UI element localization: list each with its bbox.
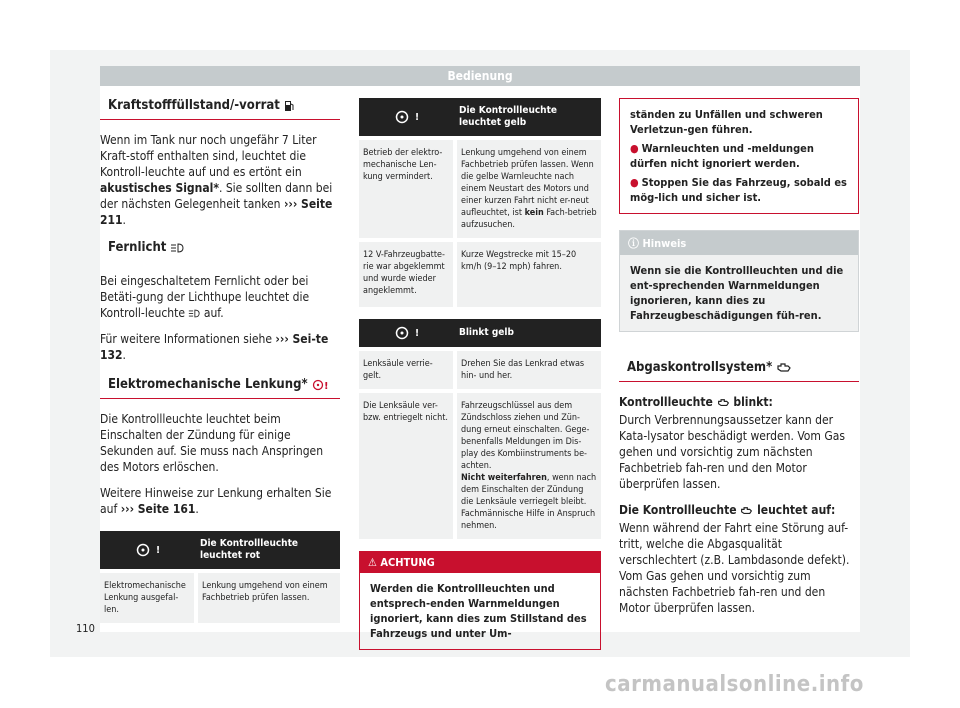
table-red-light: ! Die Kontrollleuchte leuchtet rot Elektromechanische Lenkung ausgefal-len. Lenkung umgehend von einem Fachbetrieb prüfen lassen. [100, 531, 340, 623]
column-right: ständen zu Unfällen und schweren Verletzun-gen führen. ● Warnleuchten und -meldungen dürfen nicht ignoriert werden. ● Stoppen Sie das Fahrzeug, sobald es mög-lich und sicher ist. ⓘ Hinweis Wenn sie die Kontrollleuchten und die ent-sprechenden Warnmeldungen ignorieren, kann dies zu Fahrzeugbeschädigungen füh-ren. Abgaskontrollsystem* Kontrollleuchte blinkt: Durch Verbrennungsaussetzer kann der Kata-lysator beschädigt werden. Vom Gas gehen und vorsichtig zum nächsten Fachbetrieb fah-ren und den Motor überprüfen lassen. Die Kontrollleuchte leuchtet auf: Wenn während der Fahrt eine Störung auf-tritt, welche die Abgasqualität verschlechtert (z.B. Lambdasonde defekt). Vom Gas gehen und vorsichtig zum nächsten Fachbetrieb fah-ren und den Motor überprüfen lassen. [619, 98, 859, 626]
link-page-211[interactable]: ››› Seite 211 [100, 197, 333, 227]
section-title-highbeam: Fernlicht [100, 240, 340, 261]
svg-text:!: ! [323, 380, 329, 392]
list-item: ● Warnleuchten und -meldungen dürfen nicht ignoriert werden. [630, 142, 814, 170]
high-beam-icon [170, 243, 184, 253]
warning-triangle-icon: ⚠ [368, 556, 377, 569]
section-title-fuel: Kraftstofffüllstand/-vorrat [100, 98, 340, 120]
page-number: 110 [76, 622, 95, 635]
engine-icon [776, 362, 792, 374]
hint-box: ⓘ Hinweis Wenn sie die Kontrollleuchten und die ent-sprechenden Warnmeldungen ignorieren, kann dies zu Fahrzeugbeschädigungen füh-ren. [619, 230, 859, 332]
warning-box: ⚠ ACHTUNG Werden die Kontrollleuchten und entsprech-enden Warnmeldungen ignoriert, kann dies zum Stillstand des Fahrzeugs und unter Um- [359, 551, 601, 650]
table-row: Lenksäule verrie-gelt. Drehen Sie das Lenkrad etwas hin- und her. [359, 349, 601, 391]
section-title-steering: Elektromechanische Lenkung* ! [100, 377, 340, 399]
link-page-132[interactable]: ››› Sei-te 132 [100, 332, 329, 362]
column-middle [359, 98, 601, 650]
table-row: Betrieb der elektro-mechanische Len-kung vermindert. Lenkung umgehend von einem Fachbetrieb prüfen lassen. Wenn die gelbe Warnleuchte nach einem Neustart des Motors und einer kurzen Fahrt nicht er-neut aufleuchtet, ist kein Fach-betrieb aufzusuchen. [359, 138, 601, 240]
bullet-icon: ● [630, 142, 639, 155]
table-blink-yellow: ! Blinkt gelb Lenksäule verrie-gelt. Drehen Sie das Lenkrad etwas hin- und her. Die Lenksäule ver-bzw. entriegelt nicht. Fahrzeugschlüssel aus dem Zündschloss ziehen und Zün-dung erneut einschalten. Gege-benenfalls Meldungen im Dis-play des Kombiinstruments be-achten. Nicht weiterfahren, wenn nach dem Einschalten der Zündung die Lenksäule verriegelt bleibt. Fachmännische Hilfe in Anspruch nehmen. [359, 319, 601, 539]
link-page-161[interactable]: ››› Seite 161 [120, 502, 196, 516]
engine-icon [717, 398, 730, 408]
table-row: Die Lenksäule ver-bzw. entriegelt nicht. Fahrzeugschlüssel aus dem Zündschloss ziehen und Zün-dung erneut einschalten. Gege-benenfalls Meldungen im Dis-play des Kombiinstruments be-achten. Nicht weiterfahren, wenn nach dem Einschalten der Zündung die Lenksäule verriegelt bleibt. Fachmännische Hilfe in Anspruch nehmen. [359, 391, 601, 539]
table-yellow-light: ! Die Kontrollleuchte leuchtet gelb Betrieb der elektro-mechanische Len-kung vermindert. Lenkung umgehend von einem Fachbetrieb prüfen lassen. Wenn die gelbe Warnleuchte nach einem Neustart des Motors und einer kurzen Fahrt nicht er-neut aufleuchtet, ist kein Fach-betrieb aufzusuchen. 12 V-Fahrzeugbatte-rie war abgeklemmt und wurde wieder angeklemmt. Kurze Wegstrecke mit 15–20 km/h (9–12 mph) fahren. [359, 98, 601, 307]
info-icon: ⓘ [628, 237, 639, 250]
steering-warning-icon [136, 543, 156, 557]
bullet-icon: ● [630, 176, 639, 189]
steering-warning-icon [312, 379, 328, 391]
table-row: 12 V-Fahrzeugbatte-rie war abgeklemmt und wurde wieder angeklemmt. Kurze Wegstrecke mit 15–20 km/h (9–12 mph) fahren. [359, 240, 601, 307]
list-item: ● Stoppen Sie das Fahrzeug, sobald es mög-lich und sicher ist. [630, 176, 847, 204]
page-header: Bedienung [100, 66, 860, 86]
fuel-pump-icon [284, 100, 295, 112]
column-left: Kraftstofffüllstand/-vorrat Wenn im Tank nur noch ungefähr 7 Liter Kraft-stoff enthalten sind, leuchtet die Kontroll-leuchte auf und es ertönt ein akustisches Signal*. Sie sollten dann bei der nächsten Gelegenheit tanken ››› Seite 211. Fernlicht Bei eingeschaltetem Fernlicht oder bei Betäti-gung der Lichthupe leuchtet die Kontroll-leuchte auf. Für weitere Informationen siehe ››› Sei-te 132. Elektromechanische Lenkung* ! Die Kontrollleuchte leuchtet beim Einschalten der Zündung für einige Sekunden auf. Sie muss nach Anspringen des Motors erlöschen. Weitere Hinweise zur Lenkung erhalten Sie auf ››› Seite 161. ! Die Kontrollleuchte leuchtet rot Elektromechanische Lenkung ausgefal-len. Lenkung umgehend von einem Fachbetrieb prüfen lassen. [100, 98, 340, 623]
engine-icon [740, 506, 753, 516]
warning-box-continued: ständen zu Unfällen und schweren Verletzun-gen führen. ● Warnleuchten und -meldungen dürfen nicht ignoriert werden. ● Stoppen Sie das Fahrzeug, sobald es mög-lich und sicher ist. [619, 98, 859, 214]
steering-warning-icon [395, 326, 415, 340]
high-beam-icon [188, 309, 200, 318]
table-row: Elektromechanische Lenkung ausgefal-len. Lenkung umgehend von einem Fachbetrieb prüfen lassen. [100, 571, 340, 623]
section-title-emission: Abgaskontrollsystem* [619, 360, 859, 382]
watermark: carmanualsonline.info [605, 672, 864, 697]
steering-warning-icon [395, 110, 415, 124]
